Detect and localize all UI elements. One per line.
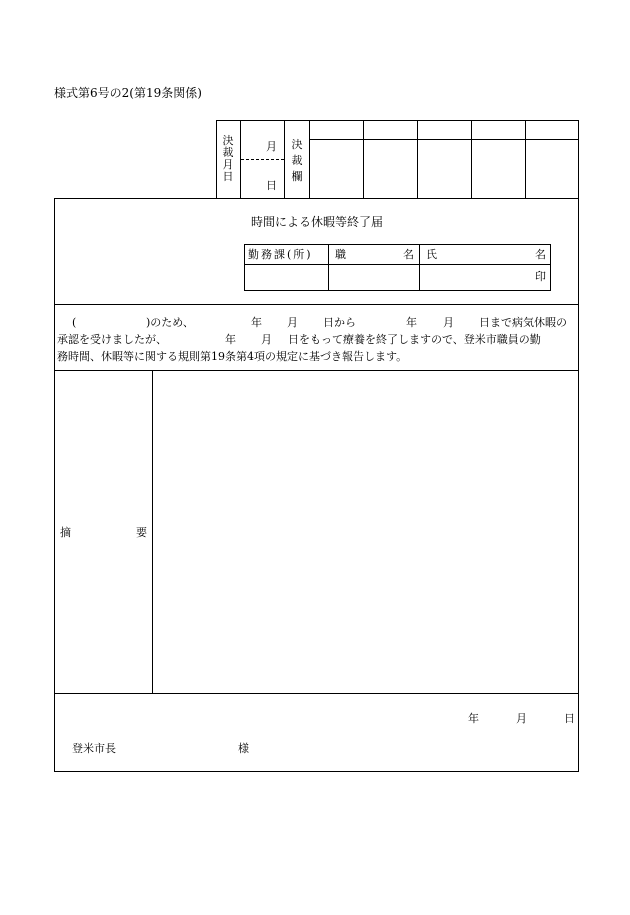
footer-year-label: 年 bbox=[468, 712, 479, 725]
name-label-a: 氏 bbox=[426, 248, 437, 261]
footer-day-label: 日 bbox=[564, 712, 575, 725]
approval-signature-cell[interactable] bbox=[418, 140, 471, 198]
seal-label: 印 bbox=[535, 270, 546, 283]
summary-field[interactable] bbox=[153, 371, 578, 693]
approval-signature-cell[interactable] bbox=[310, 140, 363, 198]
approval-signature-cell[interactable] bbox=[364, 140, 417, 198]
approval-signature-cell[interactable] bbox=[472, 140, 525, 198]
position-label-b: 名 bbox=[403, 248, 414, 261]
summary-label-a: 摘 bbox=[60, 526, 71, 539]
form-title: 時間による休暇等終了届 bbox=[251, 215, 384, 229]
position-label-a: 職 bbox=[335, 248, 346, 261]
approval-signature-cell[interactable] bbox=[526, 140, 579, 198]
reason-field[interactable] bbox=[80, 315, 146, 330]
name-field[interactable] bbox=[420, 265, 530, 290]
approval-day-label: 日 bbox=[266, 179, 277, 192]
summary-label-b: 要 bbox=[136, 526, 147, 539]
honorific: 様 bbox=[238, 742, 249, 755]
footer-month-label: 月 bbox=[516, 712, 527, 725]
department-field[interactable] bbox=[245, 265, 328, 290]
addressee: 登米市長 bbox=[72, 742, 116, 755]
position-field[interactable] bbox=[329, 265, 419, 290]
department-label: 勤務課(所) bbox=[248, 248, 313, 261]
name-label-b: 名 bbox=[535, 248, 546, 261]
approval-date-label: 決裁月日 bbox=[222, 134, 234, 183]
form-number: 様式第6号の2(第19条関係) bbox=[54, 86, 202, 100]
approval-column-label: 決裁欄 bbox=[291, 138, 303, 183]
approval-month-label: 月 bbox=[266, 140, 277, 153]
